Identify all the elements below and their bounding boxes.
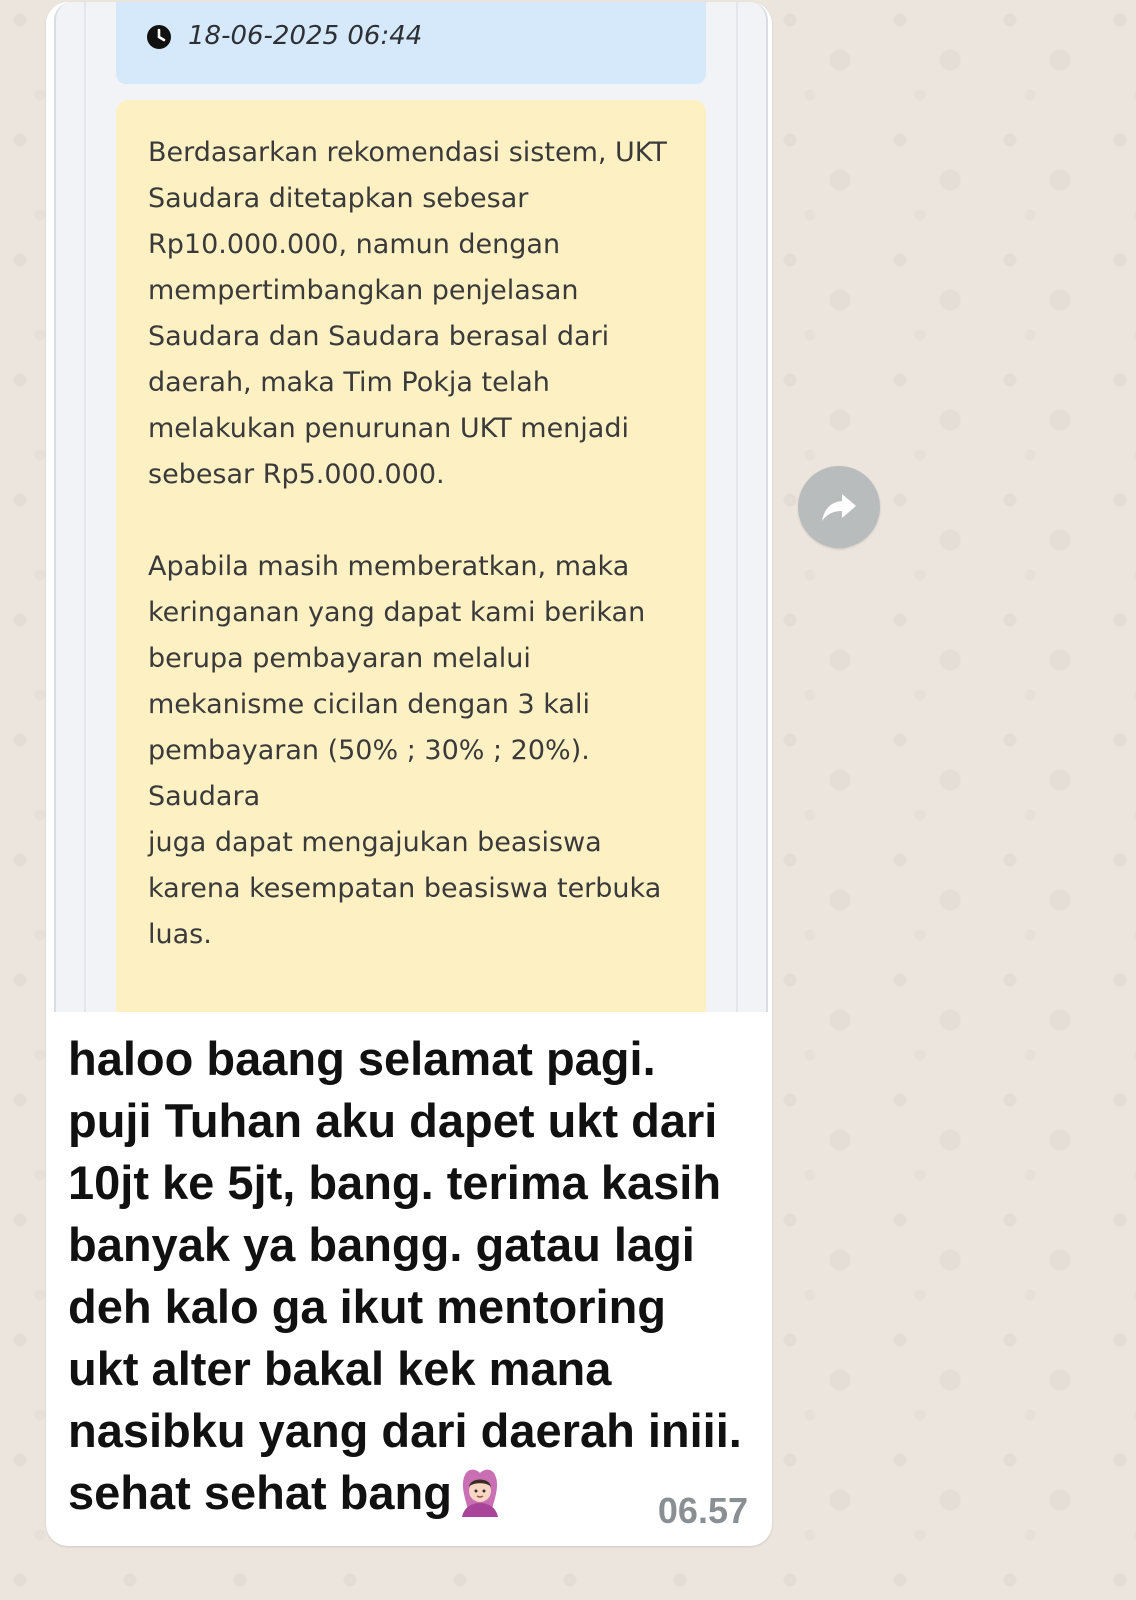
forward-icon <box>818 486 860 528</box>
message-time: 06.57 <box>657 1490 748 1531</box>
decision-note-text <box>148 130 688 1012</box>
note-paragraph-3 <box>148 1004 688 1012</box>
woman-gesturing-ok-emoji <box>454 1465 506 1517</box>
screenshot-border-right <box>736 2 738 1012</box>
decision-note <box>116 100 706 1012</box>
message-body: haloo baang selamat pagi. puji Tuhan aku dapet ukt dari 10jt ke 5jt, bang. terima kasih banyak ya bangg. gatau lagi deh kalo ga ikut mentoring ukt alter bakal kek mana nasibku yang dari daerah iniii. sehat sehat bang <box>68 1032 742 1519</box>
attached-screenshot[interactable] <box>54 2 768 1012</box>
message-bubble[interactable] <box>46 2 772 1546</box>
screenshot-border-left <box>84 2 86 1012</box>
clock-icon <box>146 24 172 50</box>
forward-button[interactable] <box>798 466 880 548</box>
note-paragraph-2: Apabila masih memberatkan, maka keringanan yang dapat kami berikan berupa pembayaran melalui mekanisme cicilan dengan 3 kali pembayaran (50% ; 30% ; 20%). Saudara juga dapat mengajukan beasiswa karena kesempatan beasiswa terbuka luas. <box>148 551 662 950</box>
note-paragraph-1: Berdasarkan rekomendasi sistem, UKT Saudara ditetapkan sebesar Rp10.000.000, namun dengan mempertimbangkan penjelasan Saudara dan Saudara berasal dari daerah, maka Tim Pokja telah melakukan penurunan UKT menjadi sebesar Rp5.000.000. <box>148 137 667 490</box>
timestamp-text: 18-06-2025 06:44 <box>188 21 423 51</box>
message-text <box>68 1028 758 1524</box>
timestamp-box <box>116 2 706 84</box>
